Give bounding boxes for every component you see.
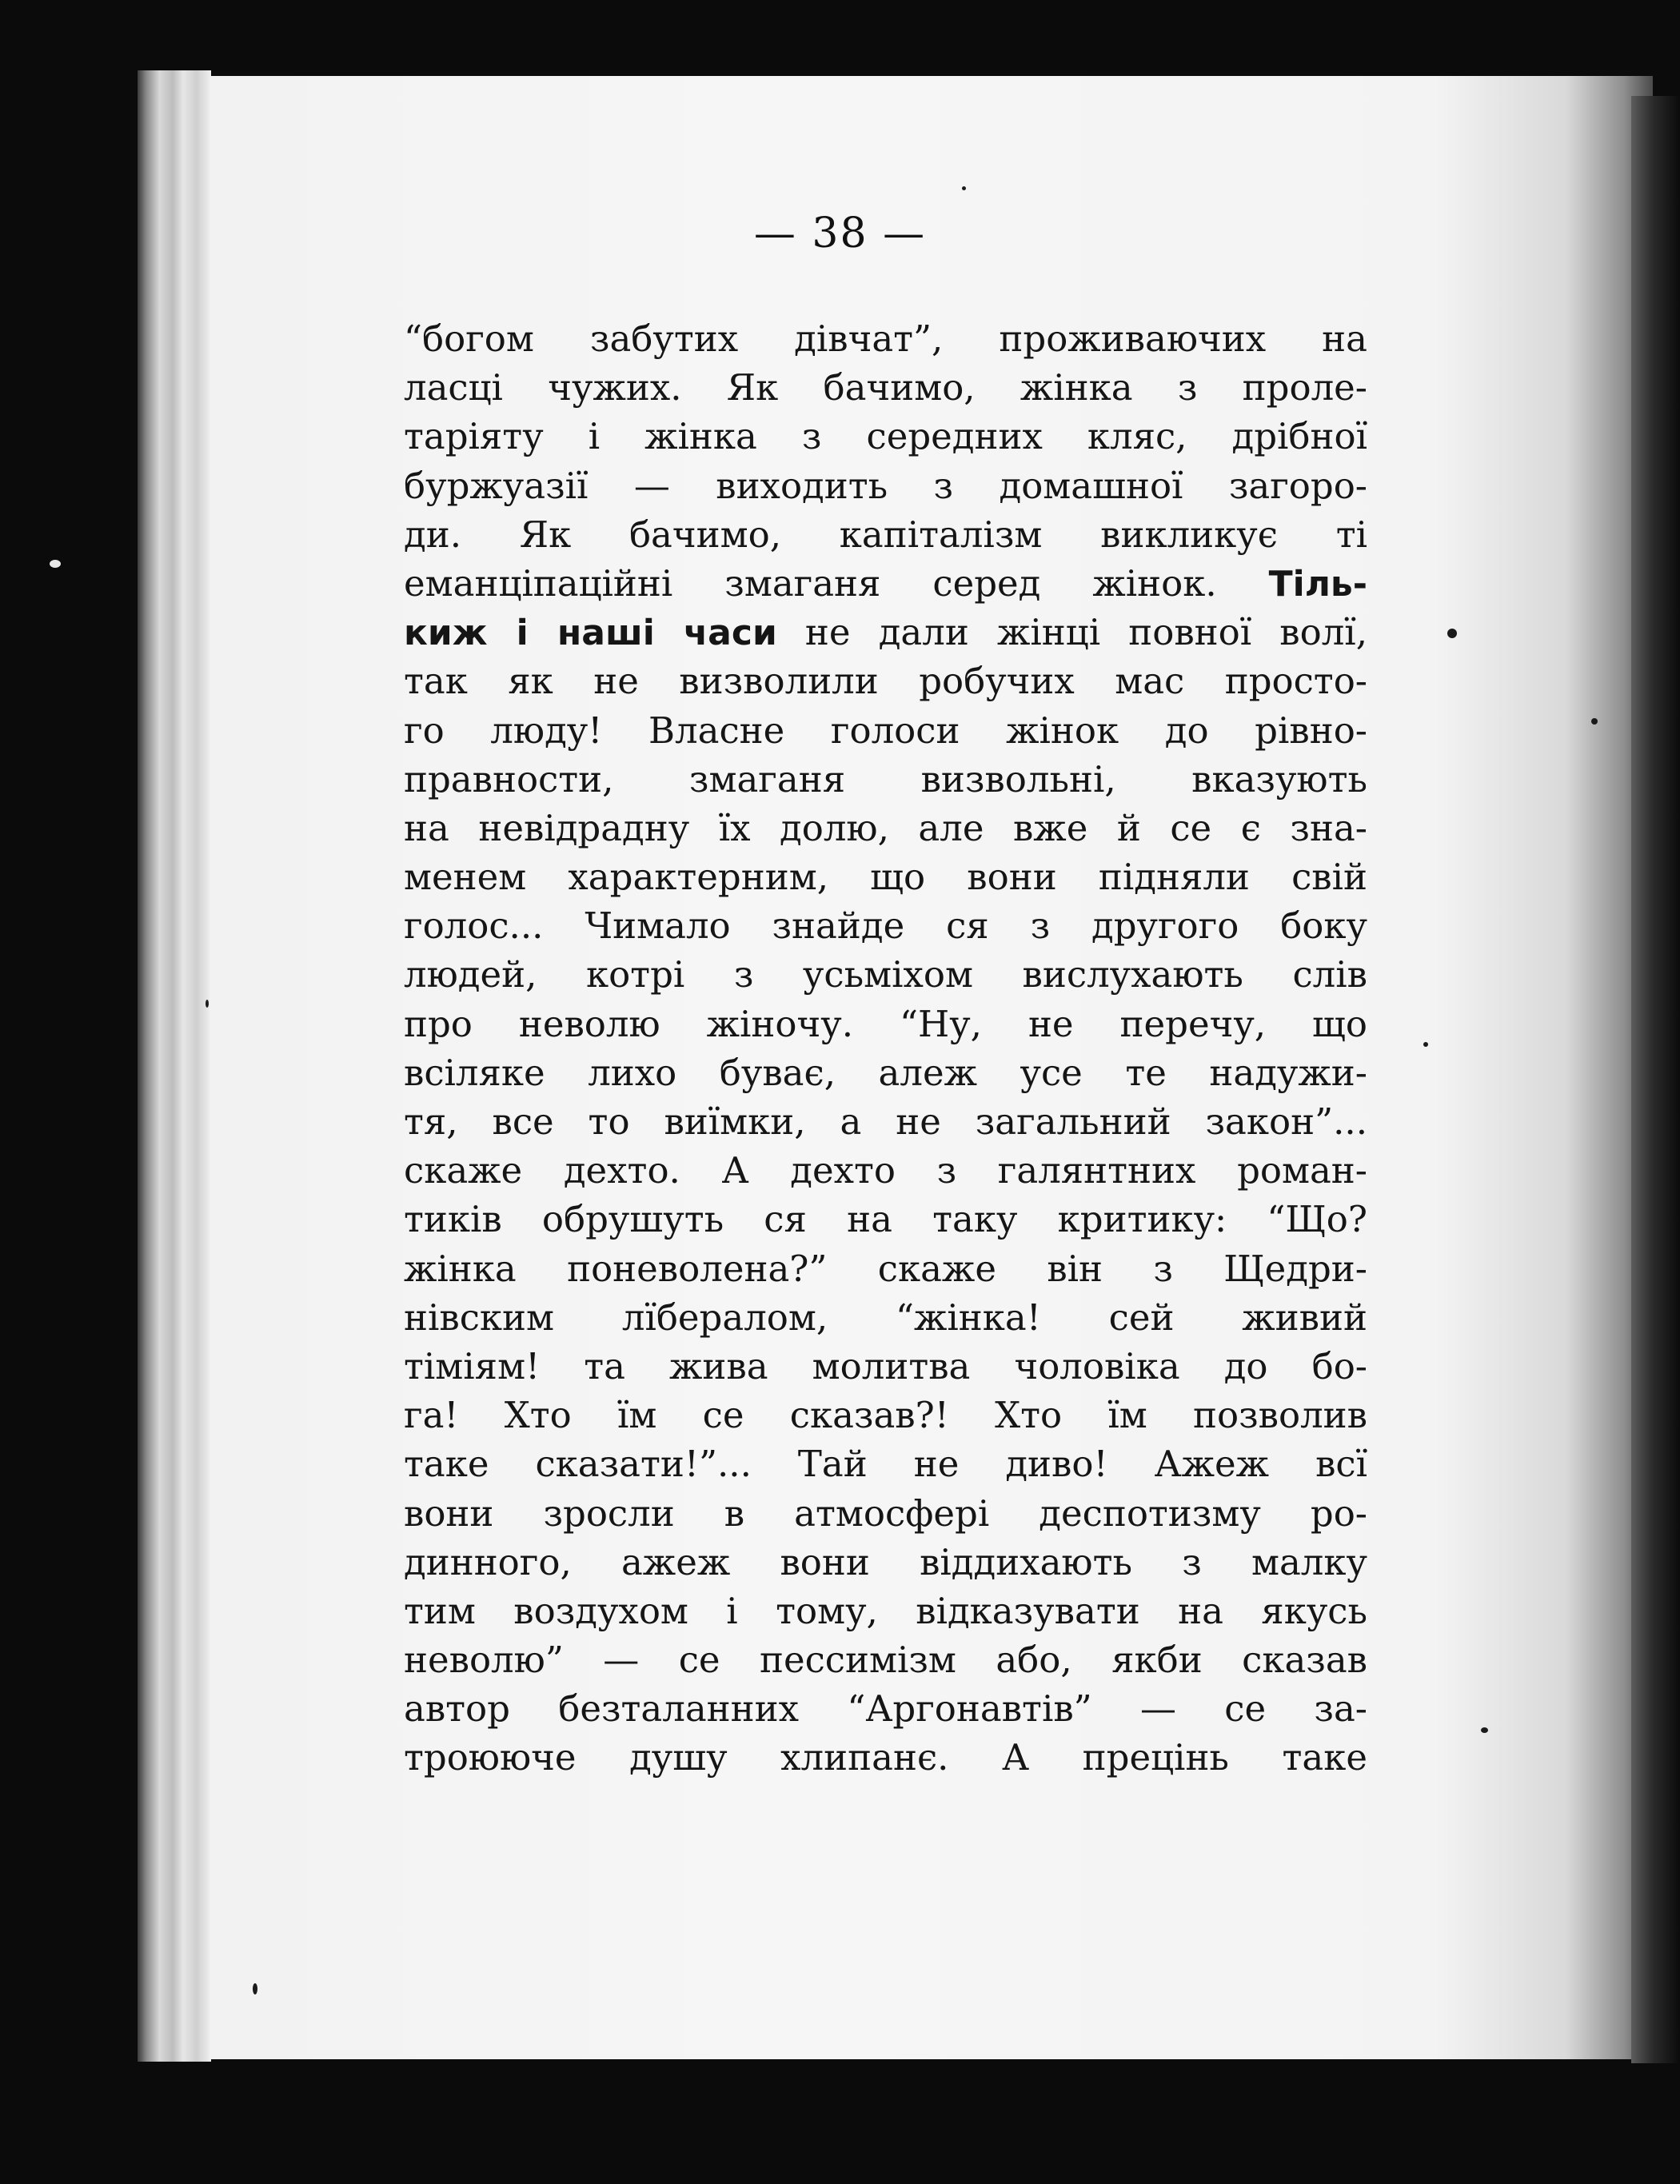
text-line: [404, 804, 1367, 852]
text-segment: на невідрадну їх долю, але вже й се є зна-: [404, 806, 1367, 849]
text-line: [404, 950, 1367, 999]
text-segment: жінка поневолена?” скаже він з Щедри-: [404, 1247, 1367, 1290]
text-line: [404, 1000, 1367, 1048]
text-line: [404, 412, 1367, 461]
text-line: [404, 755, 1367, 804]
text-line: [404, 314, 1367, 363]
text-segment: нь таке: [1185, 1736, 1367, 1779]
scan-speck: [1591, 718, 1598, 725]
scan-speck: [50, 560, 61, 568]
text-line: [404, 1684, 1367, 1733]
text-line: [404, 1048, 1367, 1097]
text-line: [404, 1146, 1367, 1195]
text-segment: буржуазії — виходить з домашної загоро-: [404, 464, 1367, 507]
text-line: [404, 852, 1367, 901]
scan-speck: [206, 1000, 209, 1008]
text-segment: тим воздухом і тому, відказувати на якусь: [404, 1589, 1367, 1632]
text-segment: ди. Як бачимо, капіталізм викликує ті: [404, 513, 1367, 556]
text-segment: еманціпаційні змаганя серед жінок.: [404, 561, 1269, 605]
text-segment: скаже дехто. А дехто з галянтних роман-: [404, 1149, 1367, 1192]
scan-speck: [1447, 629, 1457, 638]
text-line: [404, 510, 1367, 559]
text-line: [404, 901, 1367, 950]
text-segment: тя, все то виїмки, а не загальний закон”...: [404, 1100, 1367, 1143]
body-text: [404, 314, 1367, 1783]
text-line: [404, 657, 1367, 705]
text-segment: “богом забутих дівчат”, проживаючих на: [404, 317, 1367, 360]
text-segment: неволю” — се пессимізм або, якби сказав: [404, 1639, 1367, 1682]
scan-speck: [1423, 1042, 1428, 1047]
text-segment: таріяту і жінка з середних кляс, дрібної: [404, 415, 1367, 458]
scan-speck: [962, 186, 966, 190]
scan-speck: [1481, 1727, 1488, 1733]
text-segment: всіляке лихо буває, алеж усе те надужи-: [404, 1051, 1367, 1094]
text-line: [404, 1097, 1367, 1146]
text-segment: тиків обрушуть ся на таку критику: “Що?: [404, 1198, 1367, 1241]
text-segment: правности, змаганя визвольні, вказують: [404, 757, 1367, 801]
text-segment: тіміям! та жива молитва чоловіка до бо-: [404, 1344, 1367, 1387]
text-line: [404, 559, 1367, 608]
text-segment: про неволю жіночу. “Ну, не перечу, що: [404, 1002, 1367, 1045]
text-line: [404, 1342, 1367, 1391]
text-line: [404, 1391, 1367, 1439]
text-segment: людей, котрі з усьміхом вислухають слів: [404, 953, 1367, 996]
text-segment: менем характерним, що вони підняли свій: [404, 856, 1367, 899]
text-segment: нівским лїбералом, “жінка! сей живий: [404, 1296, 1367, 1339]
book-binding-edge: [138, 70, 211, 2062]
text-segment: вони зросли в атмосфері деспотизму ро-: [404, 1491, 1367, 1535]
text-line: [404, 1244, 1367, 1293]
text-segment: ласці чужих. Як бачимо, жінка з проле-: [404, 366, 1367, 409]
text-line: [404, 1439, 1367, 1488]
text-line: [404, 1195, 1367, 1244]
text-line: [404, 461, 1367, 510]
text-segment: автор безталанних “Аргонавтів” — се за-: [404, 1687, 1367, 1731]
text-line: [404, 363, 1367, 412]
text-segment: не дали жінці повної волї,: [776, 611, 1367, 654]
text-segment: га! Хто їм се сказав?! Хто їм позволив: [404, 1394, 1367, 1437]
text-segment: так як не визволили робучих мас просто-: [404, 660, 1367, 703]
text-line: [404, 706, 1367, 755]
text-segment: го люду! Власне голоси жінок до рівно-: [404, 709, 1367, 752]
text-line: [404, 608, 1367, 657]
text-line: [404, 1489, 1367, 1538]
text-line: [404, 1733, 1367, 1782]
text-segment: динного, ажеж вони віддихають з малку: [404, 1540, 1367, 1583]
text-segment: троююче душу хлипанє. А преці: [404, 1736, 1186, 1779]
text-segment: голос... Чимало знайде ся з другого боку: [404, 904, 1367, 948]
text-segment: таке сказати!”... Тай не диво! Ажеж всї: [404, 1443, 1367, 1486]
text-line: [404, 1538, 1367, 1587]
text-line: [404, 1587, 1367, 1635]
bold-text-segment: Тіль-: [1268, 563, 1367, 605]
page-number: — 38 —: [753, 210, 927, 258]
page-right-edge-shadow: [1631, 96, 1680, 2063]
text-line: [404, 1635, 1367, 1684]
bold-text-segment: киж і наші часи: [404, 613, 777, 654]
scan-speck: [253, 1983, 257, 1994]
text-line: [404, 1293, 1367, 1342]
